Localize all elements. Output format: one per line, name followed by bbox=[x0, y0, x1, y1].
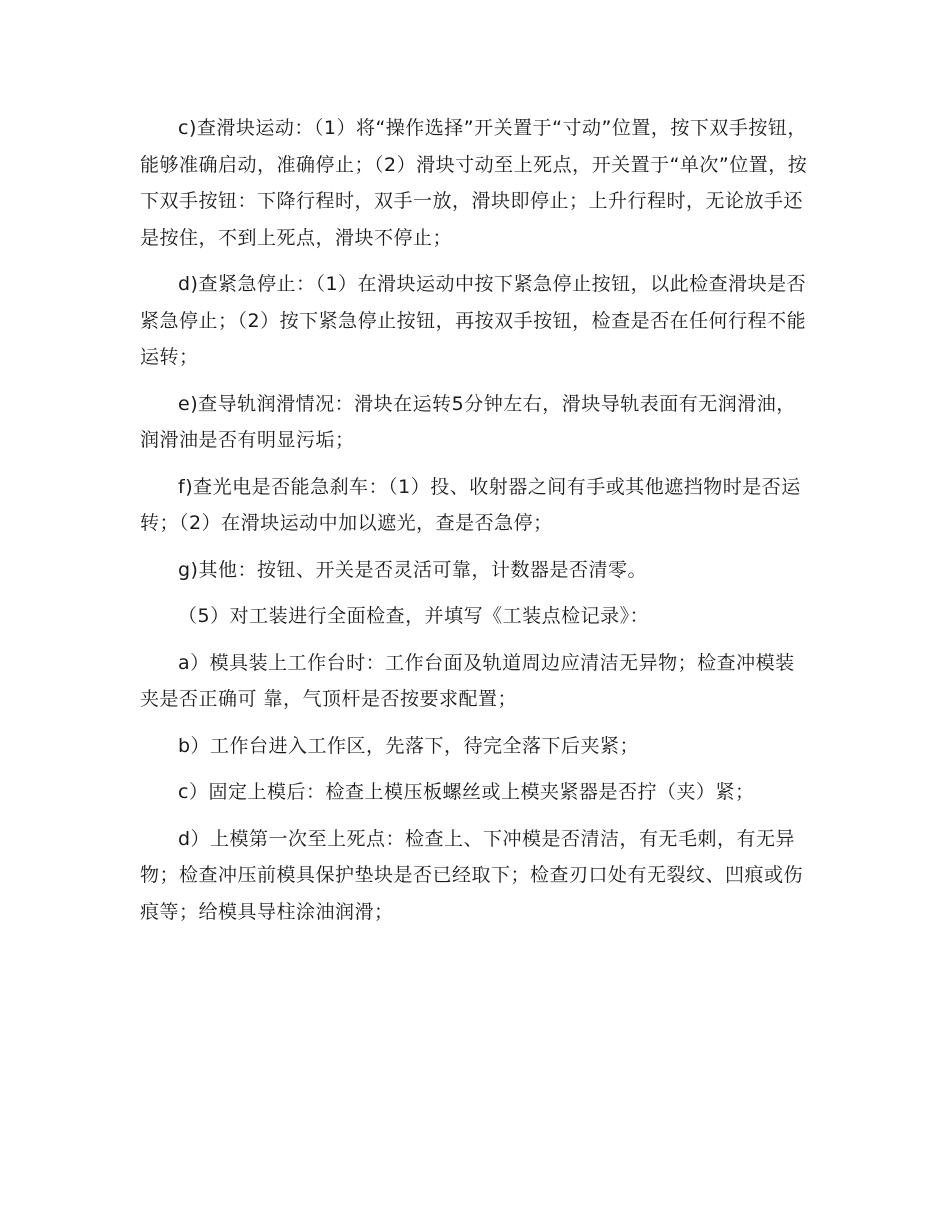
paragraph-g-other: g)其他：按钮、开关是否灵活可靠，计数器是否清零。 bbox=[178, 558, 647, 581]
paragraph-d-upper-die-first-tdc: d）上模第一次至上死点：检查上、下冲模是否清洁，有无毛刺，有无异物；检查冲压前模具保护垫块是否已经取下；检查刃口处有无裂纹、凹痕或伤痕等；给模具导柱涂油润滑； bbox=[140, 827, 804, 923]
paragraph-a-die-mounting: a）模具装上工作台时：工作台面及轨道周边应清洁无异物；检查冲模装夹是否正确可 靠，气顶杆是否按要求配置； bbox=[140, 651, 795, 710]
paragraph-e-guide-rail-lubrication: e)查导轨润滑情况：滑块在运转5分钟左右，滑块导轨表面有无润滑油，润滑油是否有明显污垢； bbox=[140, 392, 796, 451]
paragraph-c-slider-motion: c)查滑块运动：（1）将“操作选择”开关置于“寸动”位置，按下双手按钮，能够准确启动，准确停止；（2）滑块寸动至上死点，开关置于“单次”位置，按下双手按钮：下降行程时，双手一放，滑块即停止；上升行程时，无论放手还是按住，不到上死点，滑块不停止； bbox=[140, 117, 808, 249]
paragraph-d-emergency-stop: d)查紧急停止：（1）在滑块运动中按下紧急停止按钮，以此检查滑块是否紧急停止；（2）按下紧急停止按钮，再按双手按钮，检查是否在任何行程不能运转； bbox=[140, 273, 807, 368]
paragraph-f-photoelectric-brake: f)查光电是否能急刹车：（1）投、收射器之间有手或其他遮挡物时是否运转；（2）在滑块运动中加以遮光，查是否急停； bbox=[140, 475, 801, 534]
paragraph-c-upper-die-fixing: c）固定上模后：检查上模压板螺丝或上模夹紧器是否拧（夹）紧； bbox=[178, 781, 755, 803]
paragraph-b-worktable-entry: b）工作台进入工作区，先落下，待完全落下后夹紧； bbox=[178, 734, 640, 757]
document-body bbox=[140, 110, 810, 940]
section-heading-5: （5）对工装进行全面检查，并填写《工装点检记录》： bbox=[178, 605, 650, 627]
